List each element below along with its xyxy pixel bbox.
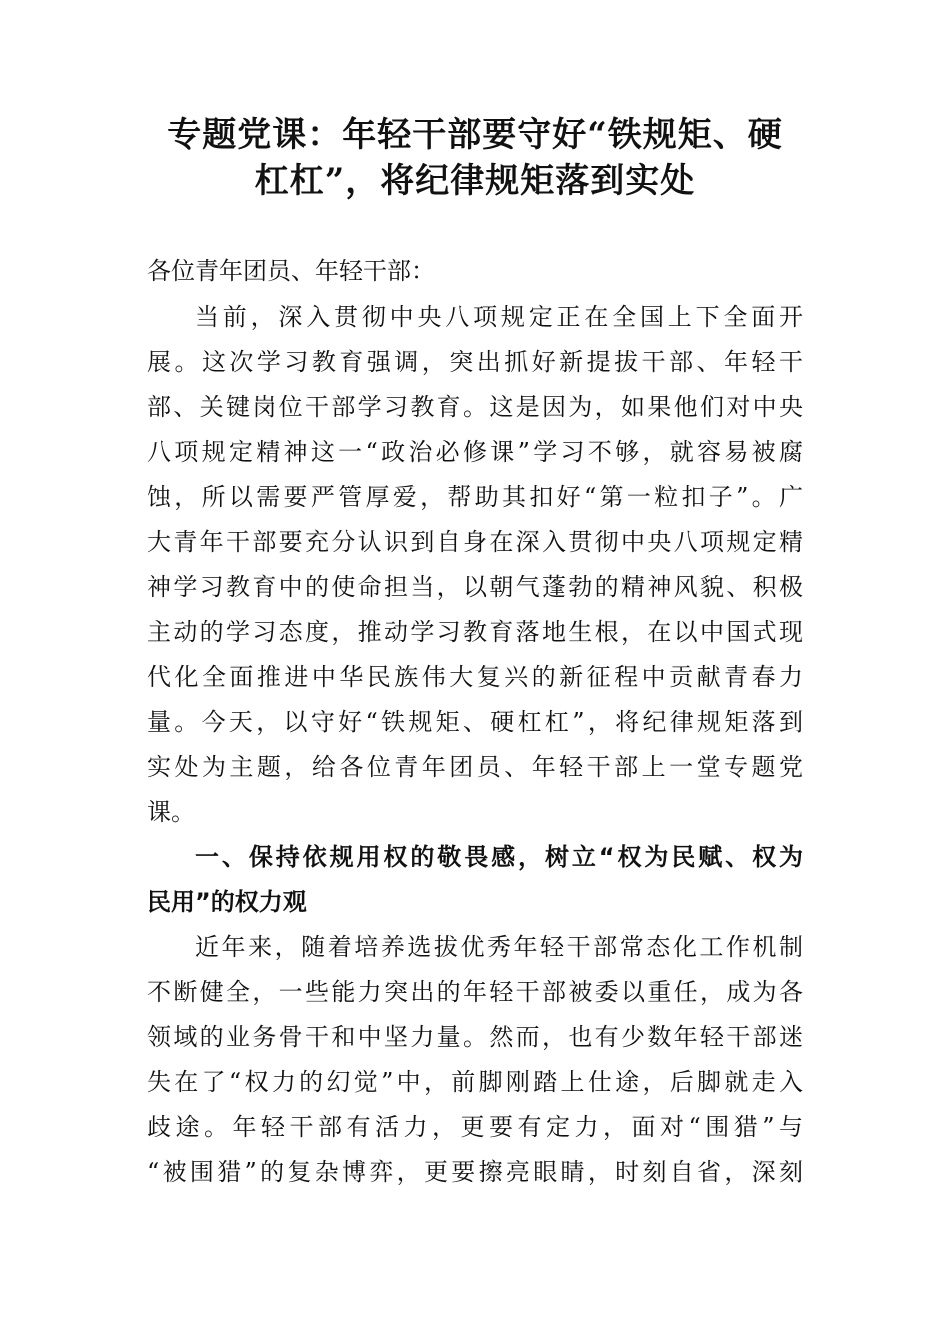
paragraph-1-line: 部、关键岗位干部学习教育。这是因为，如果他们对中央 [147,393,803,421]
paragraph-1-line: 实处为主题，给各位青年团员、年轻干部上一堂专题党 [147,753,803,781]
paragraph-1-line: 八项规定精神这一“政治必修课”学习不够，就容易被腐 [147,438,803,466]
section-1-heading-line: 民用”的权力观 [147,888,307,916]
salutation: 各位青年团员、年轻干部： [147,257,435,285]
paragraph-2-line: 领域的业务骨干和中坚力量。然而，也有少数年轻干部迷 [147,1023,803,1051]
document-title-line-2: 杠杠”，将纪律规矩落到实处 [254,161,696,201]
section-1-heading-line: 一、保持依规用权的敬畏感，树立“权为民赋、权为 [195,843,803,871]
paragraph-2-line: 歧途。年轻干部有活力，更要有定力，面对“围猎”与 [147,1113,803,1141]
paragraph-2-line: 不断健全，一些能力突出的年轻干部被委以重任，成为各 [147,978,803,1006]
paragraph-1-line: 主动的学习态度，推动学习教育落地生根，在以中国式现 [147,618,803,646]
paragraph-1-line: 代化全面推进中华民族伟大复兴的新征程中贡献青春力 [147,663,803,691]
document-title-line-1: 专题党课：年轻干部要守好“铁规矩、硬 [167,115,783,155]
paragraph-1-line: 展。这次学习教育强调，突出抓好新提拔干部、年轻干 [147,348,803,376]
paragraph-1-line: 量。今天，以守好“铁规矩、硬杠杠”，将纪律规矩落到 [147,708,803,736]
paragraph-1-line: 神学习教育中的使命担当，以朝气蓬勃的精神风貌、积极 [147,573,803,601]
paragraph-1-line: 大青年干部要充分认识到自身在深入贯彻中央八项规定精 [147,528,803,556]
paragraph-2-line: 失在了“权力的幻觉”中，前脚刚踏上仕途，后脚就走入 [147,1068,803,1096]
paragraph-1-line: 课。 [147,798,195,826]
paragraph-2-line: 近年来，随着培养选拔优秀年轻干部常态化工作机制 [195,933,803,961]
paragraph-1-line: 当前，深入贯彻中央八项规定正在全国上下全面开 [195,303,803,331]
paragraph-2-line: “被围猎”的复杂博弈，更要擦亮眼睛，时刻自省，深刻 [147,1158,803,1186]
paragraph-1-line: 蚀，所以需要严管厚爱，帮助其扣好“第一粒扣子”。广 [147,483,803,511]
